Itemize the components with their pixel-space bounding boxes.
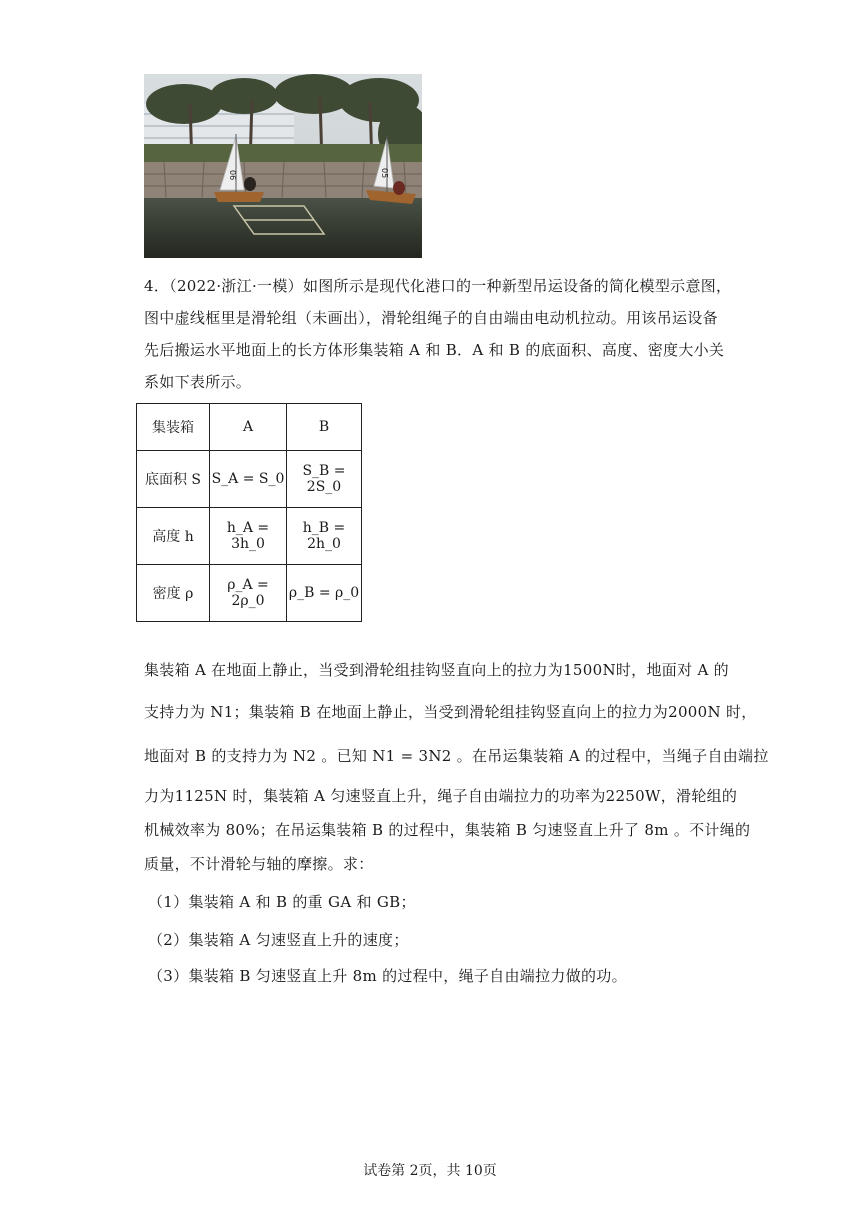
question-intro-line: 系如下表所示。: [144, 373, 252, 391]
table-row-label: 高度 h: [137, 508, 210, 565]
table-cell: h_A = 3h_0: [210, 508, 287, 565]
question-body-line: 质量，不计滑轮与轴的摩擦。求：: [144, 855, 374, 873]
table-row: [137, 451, 362, 508]
sub-question-1: （1）集装箱 A 和 B 的重 GA 和 GB；: [148, 893, 416, 911]
table-header-cell: 集装箱: [137, 404, 210, 451]
question-body-line: 机械效率为 80%；在吊运集装箱 B 的过程中，集装箱 B 匀速竖直上升了 8m 。不计绳的: [144, 821, 751, 839]
table-header-cell: A: [210, 404, 287, 451]
sailboat-photo: [144, 74, 422, 258]
table-header-row: [137, 404, 362, 451]
page-footer: 试卷第 2页，共 10页: [363, 1163, 497, 1179]
question-intro-line: 图中虚线框里是滑轮组（未画出），滑轮组绳子的自由端由电动机拉动。用该吊运设备: [144, 309, 718, 327]
question-body-line: 支持力为 N1；集装箱 B 在地面上静止，当受到滑轮组挂钩竖直向上的拉力为2000N 时，: [144, 703, 757, 721]
table-cell: h_B = 2h_0: [287, 508, 362, 565]
question-intro-line: 4．（2022·浙江·一模）如图所示是现代化港口的一种新型吊运设备的简化模型示意图，: [144, 277, 732, 295]
table-cell: ρ_A = 2ρ_0: [210, 565, 287, 622]
table-header-cell: B: [287, 404, 362, 451]
table-row: [137, 508, 362, 565]
sub-question-2: （2）集装箱 A 匀速竖直上升的速度；: [148, 931, 409, 949]
container-properties-table: [136, 403, 362, 622]
table-row-label: 密度 ρ: [137, 565, 210, 622]
table-row: [137, 565, 362, 622]
table-cell: S_B = 2S_0: [287, 451, 362, 508]
question-body-line: 集装箱 A 在地面上静止，当受到滑轮组挂钩竖直向上的拉力为1500N时，地面对 A 的: [144, 661, 729, 679]
table-cell: ρ_B = ρ_0: [287, 565, 362, 622]
sub-question-3: （3）集装箱 B 匀速竖直上升 8m 的过程中，绳子自由端拉力做的功。: [148, 967, 627, 985]
table-row-label: 底面积 S: [137, 451, 210, 508]
question-body-line: 地面对 B 的支持力为 N2 。已知 N1 = 3N2 。在吊运集装箱 A 的过程中，当绳子自由端拉: [144, 747, 769, 765]
question-body-line: 力为1125N 时，集装箱 A 匀速竖直上升，绳子自由端拉力的功率为2250W，滑轮组的: [144, 787, 738, 805]
svg-text:05: 05: [380, 168, 389, 179]
svg-text:06: 06: [228, 170, 237, 181]
table-cell: S_A = S_0: [210, 451, 287, 508]
question-intro-line: 先后搬运水平地面上的长方体形集装箱 A 和 B．A 和 B 的底面积、高度、密度大小关: [144, 341, 725, 359]
